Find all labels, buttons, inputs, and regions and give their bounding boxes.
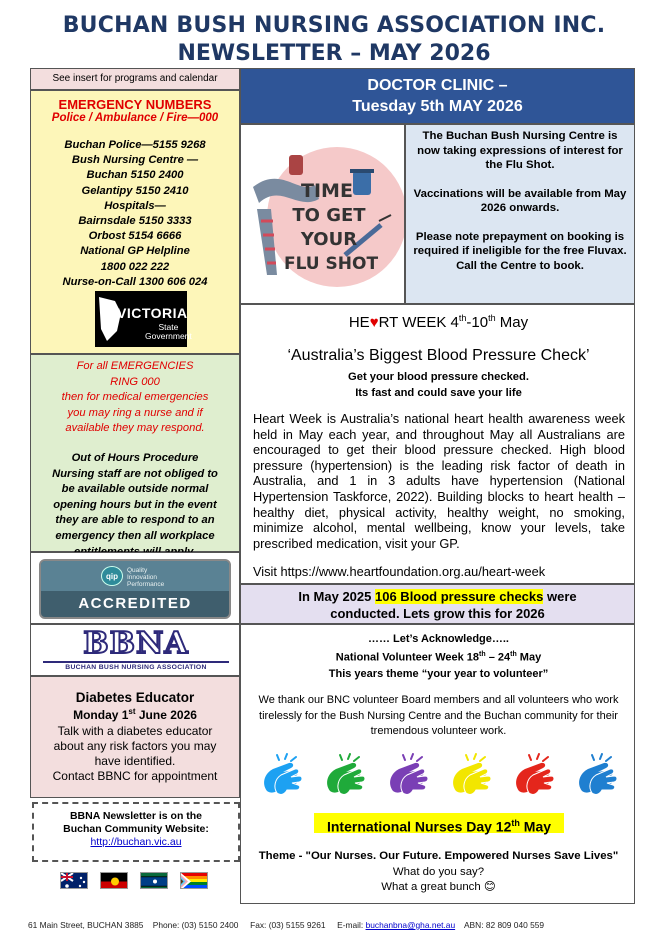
emergency-line: Hospitals— — [104, 199, 166, 212]
instruction-line: you may ring a nurse and if — [67, 406, 203, 419]
logo-sub-state: State — [158, 322, 179, 332]
pride-flag-icon — [180, 872, 208, 889]
emergency-line: Buchan Police—5155 9268 — [64, 139, 206, 151]
emergency-instructions — [31, 359, 239, 437]
emergency-line: Nurse-on-Call 1300 606 024 — [62, 275, 208, 288]
footer-email-link[interactable]: buchanbna@gha.net.au — [365, 920, 456, 930]
footer-fax: Fax: (03) 5155 9261 — [250, 920, 326, 930]
emergency-line: Bush Nursing Centre — — [71, 154, 199, 167]
instruction-line: available they may respond. — [65, 422, 205, 435]
bbna-logo-letters: BBNA — [83, 626, 189, 661]
aboriginal-flag-icon — [100, 872, 128, 889]
nurses-day-post: May — [519, 818, 552, 835]
flu-shot-info-panel — [405, 124, 635, 304]
qip-sub-performance: Performance — [127, 581, 165, 588]
heart-week-subtitle: ‘Australia’s Biggest Blood Pressure Check’ — [287, 347, 590, 364]
newsletter-line1: BBNA Newsletter is on the — [69, 810, 203, 822]
volunteer-week-heading — [241, 631, 636, 682]
footer-abn: ABN: 82 809 040 559 — [463, 920, 545, 930]
heart-title-mid: -10 — [466, 314, 489, 331]
qip-sub-innovation: Innovation — [127, 574, 157, 581]
emergency-line: Buchan 5150 2400 — [86, 169, 184, 182]
procedure-line: Out of Hours Procedure — [71, 451, 199, 464]
bp-highlight: 106 Blood pressure checks — [375, 589, 544, 604]
vol-date-sup2: th — [510, 651, 517, 658]
qip-logo-icon: qip — [101, 566, 123, 586]
volunteer-acknowledge: …… Let’s Acknowledge….. — [368, 633, 509, 645]
heart-week-title — [241, 313, 636, 331]
heart-icon: ♥ — [369, 314, 379, 331]
torres-strait-flag-icon — [140, 872, 168, 889]
diabetes-educator-panel — [30, 676, 240, 798]
victoria-government-logo — [95, 291, 192, 347]
newsletter-website-note — [32, 802, 240, 862]
clapping-hands-icon — [448, 753, 492, 797]
accreditation-panel — [30, 552, 240, 624]
emergency-line: Bairnsdale 5150 3333 — [78, 215, 192, 228]
diabetes-line: have identified. — [94, 754, 176, 768]
community-website-link[interactable]: http://buchan.vic.au — [90, 836, 182, 848]
vol-date-sup1: th — [479, 651, 486, 658]
diabetes-date — [31, 707, 239, 722]
emergency-line: National GP Helpline — [80, 245, 190, 258]
victoria-logo-sub — [145, 323, 192, 341]
out-of-hours-procedure — [31, 451, 239, 560]
instruction-line: RING 000 — [110, 375, 160, 388]
bbna-logo — [43, 627, 229, 671]
flu-info-p3: Please note prepayment on booking is required if ineligible for the free Fluvax. — [413, 230, 627, 257]
doctor-clinic-title: DOCTOR CLINIC – — [367, 77, 508, 94]
footer-email-label: E-mail: — [337, 920, 366, 930]
clapping-hands-icon — [322, 753, 366, 797]
flu-shot-image-panel — [240, 124, 405, 304]
volunteer-thanks: We thank our BNC volunteer Board members and all volunteers who work tirelessly for the Bush Nursing Centre and the Buchan community for their tremendous volunteer work. — [258, 694, 619, 737]
flu-image-line3: YOUR — [300, 229, 358, 250]
nurses-day-theme — [241, 849, 636, 896]
flu-info-p1: The Buchan Bush Nursing Centre is now taking expressions of interest for the Flu Shot. — [417, 130, 623, 171]
nurses-answer: What a great bunch 😊 — [381, 881, 496, 893]
bp-pre: In May 2025 — [298, 589, 375, 604]
procedure-line: opening hours but in the event — [53, 498, 217, 511]
flu-image-line2: TO GET — [292, 205, 366, 226]
heart-title-end: May — [495, 314, 529, 331]
emergency-line: Orbost 5154 6666 — [88, 230, 182, 243]
instruction-line: For all EMERGENCIES — [76, 360, 194, 372]
logo-sub-government: Government — [145, 331, 192, 341]
heart-foundation-link[interactable]: Visit https://www.heartfoundation.org.au/heart-week — [253, 564, 546, 579]
australian-flag-icon — [60, 872, 88, 889]
header-title: BUCHAN BUSH NURSING ASSOCIATION INC. — [62, 13, 606, 38]
clapping-hands-row — [259, 753, 619, 797]
instruction-line: then for medical emergencies — [61, 391, 209, 404]
diabetes-line: Contact BBNC for appointment — [52, 769, 218, 783]
nurses-question: What do you say? — [392, 865, 485, 878]
emergency-line: Gelantipy 5150 2410 — [81, 184, 189, 197]
nurses-day-banner — [314, 813, 564, 833]
emergency-list — [31, 138, 239, 290]
clapping-hands-icon — [511, 753, 555, 797]
vol-date-mid: – 24 — [485, 651, 511, 664]
emergency-title: EMERGENCY NUMBERS — [58, 97, 212, 112]
diabetes-line: Talk with a diabetes educator — [57, 724, 213, 738]
newsletter-header — [0, 12, 668, 68]
heart-title-sup2: th — [488, 313, 496, 323]
bbna-logo-panel — [30, 624, 240, 676]
vol-date-end: May — [516, 651, 542, 664]
procedure-line: emergency then all workplace — [55, 529, 215, 542]
volunteer-theme: This years theme “your year to volunteer” — [328, 667, 549, 680]
victoria-logo-text: VICTORIA — [117, 305, 188, 321]
diabetes-line: about any risk factors you may — [53, 739, 217, 753]
clapping-hands-icon — [385, 753, 429, 797]
qip-sub-quality: Quality — [127, 567, 148, 574]
flags-row — [60, 872, 230, 890]
emergency-numbers-panel — [30, 90, 240, 354]
volunteer-week-dates — [241, 647, 636, 666]
see-insert-text: See insert for programs and calendar — [52, 73, 218, 84]
heart-title-sup1: th — [458, 313, 467, 323]
header-subtitle: NEWSLETTER – MAY 2026 — [177, 41, 491, 66]
flu-shot-illustration — [241, 125, 404, 303]
accredited-badge — [39, 559, 231, 619]
bp-line2: conducted. Lets grow this for 2026 — [330, 606, 545, 621]
heart-week-panel — [240, 304, 635, 584]
flu-image-line1: TIME — [301, 180, 353, 202]
bp-line1 — [241, 588, 634, 605]
heart-title-post: RT WEEK 4 — [378, 314, 459, 331]
heart-title-pre: HE — [348, 314, 370, 331]
all-emergencies-panel — [30, 354, 240, 552]
qip-subtitle — [127, 567, 164, 588]
heart-week-body: Heart Week is Australia’s national heart health awareness week held in May each year, and throughout May all Australians are encouraged to get their blood pressure checked. High blood pressure (hypertension) is the leading risk factor of death in Australia, and 1 in 3 adults have hypertension (National Hypertension Taskforce, 2022). Building blocks to heart health – healthy diet, physical activity, healthy weight, no smoking, minimize alcohol, mental wellbeing, know your levels, take prescribed medication, visit your GP. — [253, 411, 625, 551]
diabetes-date-sup: st — [128, 707, 136, 716]
procedure-line: be available outside normal — [61, 483, 209, 496]
nurses-day-pre: International Nurses Day 12 — [326, 818, 512, 835]
accredited-badge-top — [41, 561, 229, 591]
clapping-hands-icon — [574, 753, 618, 797]
footer-contact — [28, 920, 648, 930]
flu-image-line4: FLU SHOT — [283, 254, 379, 274]
diabetes-date-post: June 2026 — [135, 708, 197, 722]
nurses-day-sup: th — [511, 818, 520, 828]
heart-callout-line1: Get your blood pressure checked. — [348, 371, 529, 383]
doctor-clinic-date: Tuesday 5th MAY 2026 — [352, 98, 523, 115]
diabetes-date-pre: Monday 1 — [73, 708, 129, 722]
bbna-logo-subtitle: BUCHAN BUSH NURSING ASSOCIATION — [43, 661, 229, 671]
clapping-hands-icon — [259, 753, 303, 797]
footer-address: 61 Main Street, BUCHAN 3885 — [28, 920, 144, 930]
flu-info-p4: Call the Centre to book. — [456, 259, 584, 272]
volunteer-week-panel — [240, 624, 635, 904]
see-insert-note — [30, 68, 240, 90]
flu-info-p2: Vaccinations will be available from May 2026 onwards. — [413, 187, 627, 214]
footer-phone: Phone: (03) 5150 2400 — [152, 920, 239, 930]
doctor-clinic-banner — [240, 68, 635, 124]
heart-callout-line2: Its fast and could save your life — [355, 387, 522, 399]
diabetes-body — [31, 724, 239, 784]
bp-post: were — [543, 589, 577, 604]
emergency-line: 1800 022 222 — [100, 260, 170, 273]
blood-pressure-stats-panel — [240, 584, 635, 624]
newsletter-line2: Buchan Community Website: — [63, 823, 209, 835]
heart-week-callout — [241, 369, 636, 401]
procedure-line: they are able to respond to an — [55, 514, 215, 527]
emergency-subtitle: Police / Ambulance / Fire—000 — [51, 112, 219, 124]
accredited-label: ACCREDITED — [78, 595, 192, 612]
diabetes-title: Diabetes Educator — [75, 690, 195, 705]
vol-date-pre: National Volunteer Week 18 — [335, 651, 480, 664]
nurses-theme-line: Theme - "Our Nurses. Our Future. Empowered Nurses Save Lives" — [258, 850, 619, 862]
procedure-line: Nursing staff are not obliged to — [52, 467, 218, 480]
